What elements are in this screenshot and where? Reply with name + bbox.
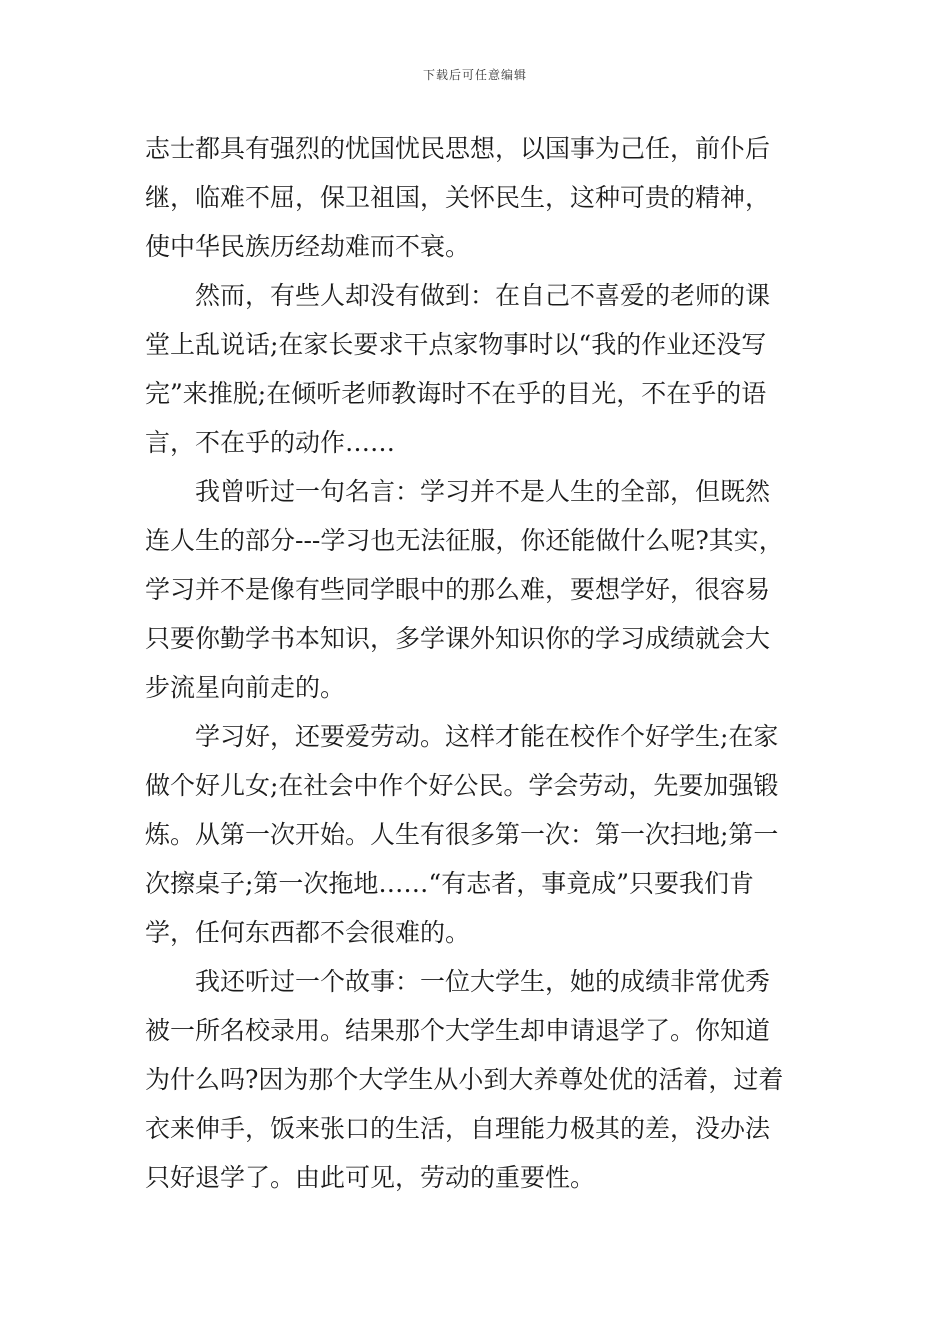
text-line: 堂上乱说话;在家长要求干点家物事时以“我的作业还没写 bbox=[145, 330, 767, 359]
paragraph-first-line: 我还听过一个故事：一位大学生，她的成绩非常优秀 bbox=[195, 967, 771, 996]
text-line: 步流星向前走的。 bbox=[145, 673, 346, 702]
text-line: 连人生的部分---学习也无法征服，你还能做什么呢?其实， bbox=[145, 526, 784, 555]
text-line: 做个好儿女;在社会中作个好公民。学会劳动，先要加强锻 bbox=[145, 771, 779, 800]
text-line: 被一所名校录用。结果那个大学生却申请退学了。你知道 bbox=[145, 1016, 771, 1045]
text-line: 炼。从第一次开始。人生有很多第一次：第一次扫地;第一 bbox=[145, 820, 779, 849]
text-line: 言，不在乎的动作…… bbox=[145, 428, 396, 457]
text-line: 为什么吗?因为那个大学生从小到大养尊处优的活着，过着 bbox=[145, 1065, 784, 1094]
text-line: 学习并不是像有些同学眼中的那么难，要想学好，很容易 bbox=[145, 575, 771, 604]
text-line: 继，临难不屈，保卫祖国，关怀民生，这种可贵的精神， bbox=[145, 183, 771, 212]
text-line: 志士都具有强烈的忧国忧民思想，以国事为己任，前仆后 bbox=[145, 134, 771, 163]
text-line: 完”来推脱;在倾听老师教诲时不在乎的目光，不在乎的语 bbox=[145, 379, 767, 408]
text-line: 只要你勤学书本知识，多学课外知识你的学习成绩就会大 bbox=[145, 624, 771, 653]
text-line: 次擦桌子;第一次拖地……“有志者，事竟成”只要我们肯 bbox=[145, 869, 754, 898]
document-body bbox=[145, 124, 810, 1202]
paragraph-first-line: 然而，有些人却没有做到：在自己不喜爱的老师的课 bbox=[195, 281, 771, 310]
text-line: 学，任何东西都不会很难的。 bbox=[145, 918, 471, 947]
header-note: 下载后可任意编辑 bbox=[422, 68, 527, 82]
paragraph-first-line: 我曾听过一句名言：学习并不是人生的全部，但既然 bbox=[195, 477, 771, 506]
text-line: 衣来伸手，饭来张口的生活，自理能力极其的差，没办法 bbox=[145, 1114, 771, 1143]
paragraph-first-line: 学习好，还要爱劳动。这样才能在校作个好学生;在家 bbox=[195, 722, 779, 751]
text-line: 只好退学了。由此可见，劳动的重要性。 bbox=[145, 1163, 596, 1192]
text-line: 使中华民族历经劫难而不衰。 bbox=[145, 232, 471, 261]
